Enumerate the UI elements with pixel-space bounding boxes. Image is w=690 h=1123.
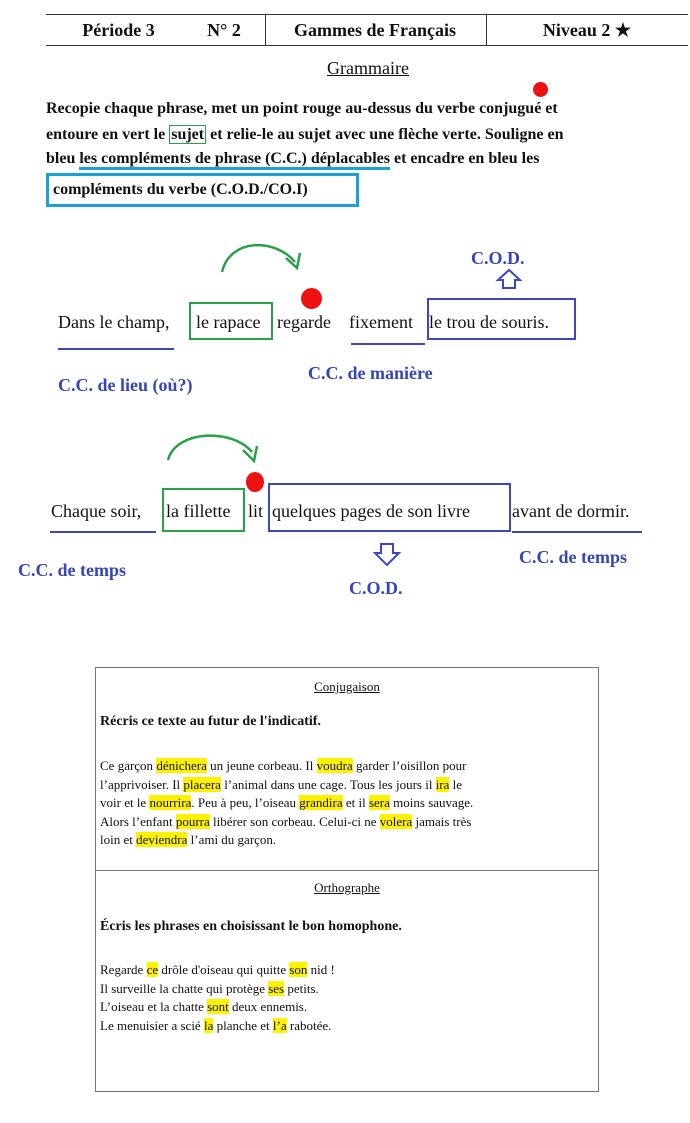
text: l’ami du garçon. [187, 832, 277, 847]
header-numero: N° 2 [207, 20, 241, 40]
verb-red-dot-1 [301, 288, 322, 309]
label-cc-temps-right: C.C. de temps [519, 547, 627, 567]
sentence-2-part-1: Chaque soir, [51, 501, 142, 521]
label-cod-1: C.O.D. [471, 248, 525, 268]
highlighted-verb: grandira [299, 795, 343, 810]
cc-blue-underline: les compléments de phrase (C.C.) déplacables [79, 150, 390, 170]
text: nid ! [307, 962, 335, 977]
header-periode: Période 3 [82, 20, 155, 40]
highlighted-verb: sera [368, 795, 390, 810]
text: deux ennemis. [228, 999, 308, 1014]
grammaire-title: Grammaire [327, 58, 409, 78]
conjugaison-line-1 [100, 757, 466, 776]
text: et il [342, 795, 369, 810]
sujet-green-box: sujet [171, 126, 205, 143]
label-cc-maniere: C.C. de manière [308, 363, 433, 383]
text: petits. [284, 980, 319, 996]
highlighted-verb: ira [435, 776, 450, 792]
cc-temps-underline-right [512, 531, 642, 533]
text: jamais très [412, 813, 472, 829]
text: Le menuisier a scié [100, 1017, 204, 1033]
text: Regarde [100, 962, 147, 977]
sentence-1-part-1: Dans le champ, [58, 312, 170, 332]
text: Il surveille la chatte qui protège [100, 980, 269, 996]
highlighted-homophone: sont [207, 999, 229, 1014]
highlighted-verb: placera [183, 776, 221, 792]
orthographe-line-3 [100, 998, 307, 1017]
verb-red-dot-2 [246, 472, 264, 492]
cc-temps-underline-left [50, 531, 156, 533]
header-niveau: Niveau 2 ★ [542, 20, 632, 40]
conjugaison-title: Conjugaison [314, 679, 380, 694]
highlighted-verb: voudra [316, 758, 353, 773]
text: drôle d'oiseau qui quitte [158, 962, 290, 977]
label-cc-temps-left: C.C. de temps [18, 560, 126, 580]
text: le [449, 776, 463, 792]
green-arrow [168, 436, 252, 460]
orthographe-instruction: Écris les phrases en choisissant le bon homophone. [100, 919, 402, 934]
text: Alors l’enfant [100, 813, 176, 829]
instruction-text: et relie-le au sujet avec une flèche verte. Souligne en [206, 126, 564, 143]
conjugaison-line-4 [100, 813, 471, 832]
sentence-1-verb: regarde [277, 312, 331, 332]
label-cod-2: C.O.D. [349, 578, 403, 598]
instruction-text: bleu [46, 150, 80, 167]
highlighted-homophone: la [203, 1017, 214, 1033]
conjugaison-line-2 [100, 776, 462, 795]
sentence-2-subject: la fillette [166, 501, 231, 521]
highlighted-verb: volera [379, 813, 413, 829]
text: planche et [213, 1017, 273, 1033]
cod-up-arrow-icon [498, 270, 520, 288]
sentence-2-cod: quelques pages de son livre [272, 501, 470, 521]
text: l’animal dans une cage. Tous les jours il [220, 776, 436, 792]
orthographe-line-4 [100, 1017, 331, 1036]
instruction-line-1: Recopie chaque phrase, met un point rouge au-dessus du verbe conjugué et [46, 100, 558, 117]
text: moins sauvage. [389, 795, 474, 810]
highlighted-verb: deviendra [136, 832, 188, 847]
exercise-panel [95, 667, 599, 1092]
highlighted-homophone: ses [268, 980, 285, 996]
text: loin et [100, 832, 137, 847]
highlighted-homophone: son [289, 962, 308, 977]
instruction-line-4: compléments du verbe (C.O.D./CO.I) [53, 181, 308, 198]
orthographe-line-2 [100, 980, 319, 999]
text: L’oiseau et la chatte [100, 999, 208, 1014]
orthographe-line-1 [100, 961, 335, 980]
sentence-1-cod: le trou de souris. [429, 312, 549, 332]
text: rabotée. [286, 1017, 332, 1033]
sentence-2-cc-temps: avant de dormir. [512, 501, 630, 521]
header-matiere: Gammes de Français [294, 20, 456, 40]
label-cc-lieu: C.C. de lieu (où?) [58, 375, 193, 395]
highlighted-verb: pourra [175, 813, 210, 829]
text: libérer son corbeau. Celui-ci ne [209, 813, 380, 829]
highlighted-homophone: l’a [272, 1017, 287, 1033]
highlighted-verb: dénichera [156, 758, 207, 773]
orthographe-title: Orthographe [314, 880, 380, 895]
cc-maniere-underline [351, 343, 425, 345]
conjugaison-line-5 [100, 831, 276, 850]
text: voir et le [100, 795, 150, 810]
instruction-text: entoure en vert le [46, 126, 170, 143]
text: garder l’oisillon pour [352, 758, 467, 773]
conjugaison-instruction: Récris ce texte au futur de l'indicatif. [100, 714, 321, 729]
text: l’apprivoiser. Il [100, 776, 184, 792]
highlighted-verb: nourrira [149, 795, 192, 810]
sentence-2-verb: lit [248, 501, 264, 521]
instruction-text: et encadre en bleu les [389, 150, 540, 167]
sentence-1-cc-manner: fixement [349, 312, 413, 332]
text: Ce garçon [100, 758, 157, 773]
panel-divider [96, 870, 598, 871]
green-arrow [222, 245, 295, 272]
text: . Peu à peu, l’oiseau [191, 795, 300, 810]
cc-lieu-underline [58, 348, 174, 350]
sentence-1-subject: le rapace [196, 312, 261, 332]
text: un jeune corbeau. Il [206, 758, 317, 773]
cod-down-arrow-icon [375, 544, 399, 565]
highlighted-homophone: ce [146, 962, 159, 977]
conjugaison-line-3 [100, 794, 473, 813]
